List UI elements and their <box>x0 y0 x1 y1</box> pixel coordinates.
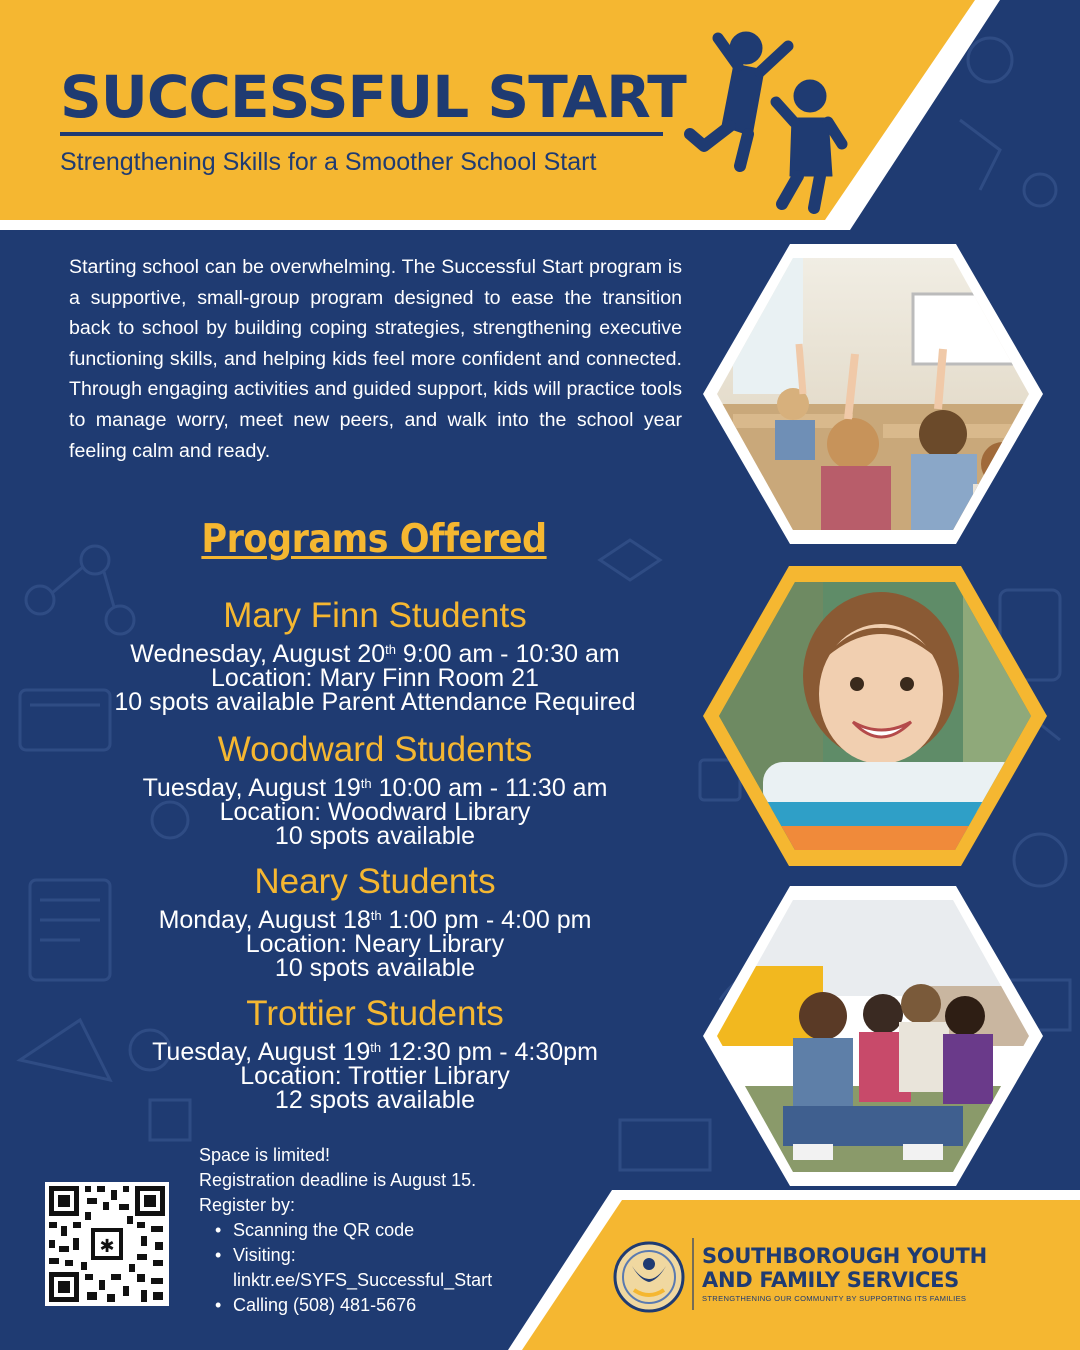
register-method-call[interactable]: • Calling (508) 481-5676 <box>199 1293 492 1318</box>
program-name: Trottier Students <box>246 994 504 1033</box>
intro-paragraph: Starting school can be overwhelming. The Successful Start program is a supportive, small-group program designed to ease the transition back to school by building coping strategies, strengthening executive functioning skills, and helping kids feel more confident and connected. Through engaging activities and guided support, kids will practice tools to manage worry, meet new peers, and walk into the school year feeling calm and ready. <box>69 256 682 462</box>
syfs-logo-icon <box>612 1240 686 1314</box>
programs-heading: Programs Offered <box>201 517 547 562</box>
program-name: Woodward Students <box>217 730 533 769</box>
page-title: SUCCESSFUL START <box>60 63 686 131</box>
organization-tagline: STRENGTHENING OUR COMMUNITY BY SUPPORTING ITS FAMILIES <box>702 1294 967 1303</box>
program-spots: 10 spots available <box>274 822 476 850</box>
program-name: Neary Students <box>254 862 496 901</box>
program-trottier <box>60 994 690 1112</box>
register-method-visit: • Visiting: <box>199 1243 492 1268</box>
footer-divider <box>692 1238 694 1310</box>
program-location: Location: Neary Library <box>245 930 505 958</box>
organization-name: SOUTHBOROUGH YOUTH AND FAMILY SERVICES <box>702 1244 987 1292</box>
page-subtitle: Strengthening Skills for a Smoother School Start <box>60 148 597 176</box>
program-location: Location: Trottier Library <box>240 1062 510 1090</box>
program-date: Wednesday, August 20th 9:00 am - 10:30 am <box>130 640 620 668</box>
program-mary-finn <box>60 596 690 714</box>
title-underline <box>60 132 663 136</box>
program-date: Monday, August 18th 1:00 pm - 4:00 pm <box>158 906 592 934</box>
kids-jumping-icon <box>682 26 852 216</box>
register-link[interactable]: linktr.ee/SYFS_Successful_Start <box>233 1270 493 1290</box>
register-by-label: Register by: <box>199 1195 296 1215</box>
svg-text:✱: ✱ <box>99 1236 115 1257</box>
program-location: Location: Mary Finn Room 21 <box>211 664 539 692</box>
registration-deadline: Registration deadline is August 15. <box>199 1170 477 1190</box>
program-woodward <box>60 730 690 848</box>
space-limited-note: Space is limited! <box>199 1145 331 1165</box>
program-neary <box>60 862 690 980</box>
classroom-photo <box>703 244 1043 544</box>
smiling-child-photo <box>703 566 1047 866</box>
register-method-qr: • Scanning the QR code <box>199 1218 492 1243</box>
program-spots: 12 spots available <box>274 1086 476 1114</box>
program-spots: 10 spots available Parent Attendance Required <box>114 688 636 716</box>
program-date: Tuesday, August 19th 12:30 pm - 4:30pm <box>152 1038 598 1066</box>
students-outdoors-photo <box>703 886 1043 1186</box>
program-spots: 10 spots available <box>274 954 476 982</box>
program-date: Tuesday, August 19th 10:00 am - 11:30 am <box>142 774 608 802</box>
program-name: Mary Finn Students <box>223 596 527 635</box>
program-location: Location: Woodward Library <box>219 798 531 826</box>
